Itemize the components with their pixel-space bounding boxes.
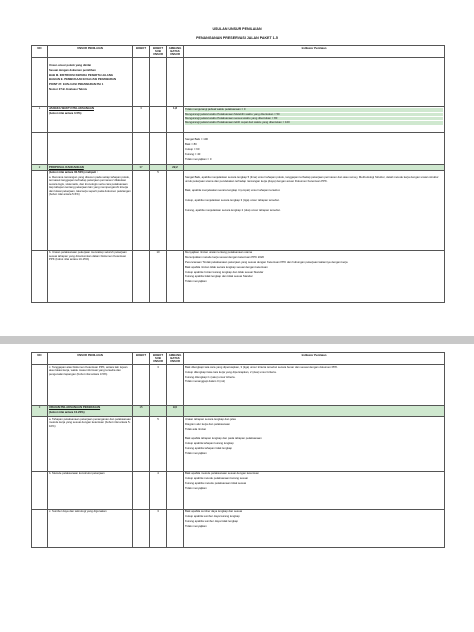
table-row-uraian-b: b. Metode pelaksanaan konstruksi pekerjaan 4 Baik apabila metode pelaksanaan sesuai dengan ketentuan Cukup apabila metode pelaksanaan kurang sesuai Kurang apabila metode pelaksanaan tidak sesuai Tidak menyajikan bbox=[32, 471, 445, 509]
header-bobot: BOBOT bbox=[133, 353, 150, 365]
indikator-jangka-waktu: Tidak mengurangi jadwal waktu pelaksanaan = 0 Mengurangi jadwal waktu Pelaksanaan Melebihi waktu yang ditentukan = 50 Mengurangi jadwal waktu Pelaksanaan sesuai waktu yang ditentukan = 80 Mengurangi jadwal waktu Pelaksanaan lebih cepat dari waktu yang ditentukan = 100 bbox=[184, 106, 445, 132]
proposal-item-c: c. Tanggapan atas Dokumen Ketentuan PPK, antara lain tujuan atau lokasi kerja, waktu masa informasi yang tersedia dan pengenalan lapangan (bobot nilai antara 3-5%) bbox=[48, 365, 133, 405]
proposal-item-a: (bobot nilai antara 30-50%) meliputi : a. Rencana rancangan yang disusun pada setiap tahapan pokok, termasuk tanggapan terhadap pekerjaan permanen/ dilakukan secara logis, sistematis, dan kronologis serta cara pelaksanaan tiap tahapan tentang pekerjaan lain yang mempengaruhi kinerja dan lokasi pekerjaan, tata kerja seperti pada dokumen pelelangan (bobot nilai antara 5-5%) bbox=[48, 170, 133, 250]
header-ambang-batas: AMBANG BATAS UNSUR bbox=[167, 353, 184, 365]
header-no: NO bbox=[32, 353, 48, 365]
indikator-proposal-b: Menyajikan rincian uraian tentang pelaksanaan utama Menunjukkan metode kerja sesuai dengan ketentuan PPK 2020 Perencanaan Tindak pelaksanaan pekerjaan yang sesuai dengan Ketentuan PPK dan hubungan pekerjaan kaitannya dengan kerja Baik apabila rincian tidak secara lengkap sesuai dengan ketentuan Cukup apabila rincian kurang lengkap dan tidak sesuai Standar Kurang apabila tidak lengkap dan tidak sesuai Standar Tidak menyajikan bbox=[184, 250, 445, 302]
intro-row bbox=[32, 58, 445, 106]
indikator-uraian-c: Baik apabila sumber daya lengkap dan sesuai Cukup apabila sumber daya kurang lengkap Kurang apabila sumber daya tidak lengkap Tidak menyajikan bbox=[184, 509, 445, 547]
table-row-uraian-head: 3 URAIAN PELAKSANAAN PEKERJAAN (bobot nilai antara 10-20%) 15 9,0 bbox=[32, 405, 445, 417]
header-unsur: UNSUR PENILAIAN bbox=[48, 353, 133, 365]
score-scale-row bbox=[32, 132, 445, 164]
header-indikator: Indikator Penilaian bbox=[184, 46, 445, 58]
evaluation-table-2 bbox=[31, 352, 445, 548]
page-title: USULAN UNSUR PENILAIAN bbox=[212, 27, 262, 31]
header-no: NO bbox=[32, 46, 48, 58]
page-subtitle: PENANGANAN PRESERVASI JALAN PAKET 1-5 bbox=[196, 36, 278, 40]
table-row-uraian-a: a. Tahapan pelaksanaan pekerjaan penanganan dan pelaksanaan metode kerja yang sesuai dengan ketentuan (bobot nilai antara 5-10%) 5 Uraian tahapan secara lengkap dan jelas Diagram alur kerja dan pelaksanaan Tidak ada rincian Baik apabila tahapan lengkap dan pada tahapan pelaksanaan Cukup apabila tahapan kurang lengkap Kurang apabila tahapan tidak lengkap Tidak menyajikan bbox=[32, 417, 445, 471]
unsur-jangka-waktu: JANGKA WAKTU PELAKSANAAN (bobot nilai antara 3-5%) bbox=[48, 106, 133, 132]
proposal-item-b: b. Uraian pelaksanaan pekerjaan mencakup seluruh pekerjaan sesuai tahapan yang dicantumkan dalam Dokumen Ketentuan PPK (bobot nilai antara 10-15%) bbox=[48, 250, 133, 302]
evaluation-table-1 bbox=[31, 45, 445, 303]
table-row-proposal-b: b. Uraian pelaksanaan pekerjaan mencakup seluruh pekerjaan sesuai tahapan yang dicantumkan dalam Dokumen Ketentuan PPK (bobot nilai antara 10-15%) 10 Menyajikan rincian uraian tentang pelaksanaan utama Menunjukkan metode kerja sesuai dengan ketentuan PPK 2020 Perencanaan Tindak pelaksanaan pekerjaan yang sesuai dengan Ketentuan PPK dan hubungan pekerjaan kaitannya dengan kerja Baik apabila rincian tidak secara lengkap sesuai dengan ketentuan Cukup apabila rincian kurang lengkap dan tidak sesuai Standar Kurang apabila tidak lengkap dan tidak sesuai Standar Tidak menyajikan bbox=[32, 250, 445, 302]
indikator-proposal-c: Baik dilengkapi tata cara yang dipersiapkan, 3 (tiga) unsur kriteria tersebut secara benar dan sesuai dengan dokumen PPK. Cukup dilengkapi tata cara kerja yang dipersiapkan, 2 (dua) unsur kriteria. Kurang dilengkapi 1 (satu) unsur kriteria. Tidak menanggapi dalam 0 (nol) bbox=[184, 365, 445, 405]
header-unsur: UNSUR PENILAIAN bbox=[48, 46, 133, 58]
score-scale: Sangat Baik = 100 Baik = 80 Cukup = 60 Kurang = 40 Tidak menyajikan = 0 bbox=[184, 132, 445, 164]
indikator-uraian-b: Baik apabila metode pelaksanaan sesuai dengan ketentuan Cukup apabila metode pelaksanaan kurang sesuai Kurang apabila metode pelaksanaan tidak sesuai Tidak menyajikan bbox=[184, 471, 445, 509]
table-row-proposal-head: 2 PROPOSAL RANCANGAN 37 22,2 bbox=[32, 164, 445, 170]
header-ambang-batas: AMBANG BATAS UNSUR bbox=[167, 46, 184, 58]
table-row-proposal-c: c. Tanggapan atas Dokumen Ketentuan PPK, antara lain tujuan atau lokasi kerja, waktu masa informasi yang tersedia dan pengenalan lapangan (bobot nilai antara 3-5%) 3 Baik dilengkapi tata cara yang dipersiapkan, 3 (tiga) unsur kriteria tersebut secara benar dan sesuai dengan dokumen PPK. Cukup dilengkapi tata cara kerja yang dipersiapkan, 2 (dua) unsur kriteria. Kurang dilengkapi 1 (satu) unsur kriteria. Tidak menanggapi dalam 0 (nol) bbox=[32, 365, 445, 405]
uraian-item-c: c. Sumber daya dan teknologi yang digunakan bbox=[48, 509, 133, 547]
header-sub-unsur: BOBOT SUB UNSUR bbox=[150, 353, 167, 365]
header-sub-unsur: BOBOT SUB UNSUR bbox=[150, 46, 167, 58]
indikator-uraian-a: Uraian tahapan secara lengkap dan jelas Diagram alur kerja dan pelaksanaan Tidak ada rincian Baik apabila tahapan lengkap dan pada tahapan pelaksanaan Cukup apabila tahapan kurang lengkap Kurang apabila tahapan tidak lengkap Tidak menyajikan bbox=[184, 417, 445, 471]
uraian-item-a: a. Tahapan pelaksanaan pekerjaan penanganan dan pelaksanaan metode kerja yang sesuai dengan ketentuan (bobot nilai antara 5-10%) bbox=[48, 417, 133, 471]
indikator-proposal-a: Sangat Baik, apabila menjelaskan secara lengkap 5 (lima) unsur tahapan pokok, tanggapan terhadap pekerjaan permanen dan atau survey, Methodologi Struktur, detail metode kerja dengan uraian struktur untuk pekerjaan utama dan pendekatan terhadap rancangan kerja (daya) dengan acuan Dokumen Ketentuan PPK. Baik, apabila menjelaskan secara lengkap 4 (empat) unsur tahapan tersebut. Cukup, apabila menjelaskan secara lengkap 3 (tiga) unsur tahapan tersebut. Kurang, apabila menjelaskan secara lengkap 2 (dua) unsur tahapan tersebut. bbox=[184, 170, 445, 250]
table-header-row bbox=[32, 46, 445, 58]
header-bobot: BOBOT bbox=[133, 46, 150, 58]
table-header-row bbox=[32, 353, 445, 365]
uraian-item-b: b. Metode pelaksanaan konstruksi pekerjaan bbox=[48, 471, 133, 509]
table-row-proposal-a: (bobot nilai antara 30-50%) meliputi : a. Rencana rancangan yang disusun pada setiap tahapan pokok, termasuk tanggapan terhadap pekerjaan permanen/ dilakukan secara logis, sistematis, dan kronologis serta cara pelaksanaan tiap tahapan tentang pekerjaan lain yang mempengaruhi kinerja dan lokasi pekerjaan, tata kerja seperti pada dokumen pelelangan (bobot nilai antara 5-5%) 5 Sangat Baik, apabila menjelaskan secara lengkap 5 (lima) unsur tahapan pokok, tanggapan terhadap pekerjaan permanen dan atau survey, Methodologi Struktur, detail metode kerja dengan uraian struktur untuk pekerjaan utama dan pendekatan terhadap rancangan kerja (daya) dengan acuan Dokumen Ketentuan PPK. Baik, apabila menjelaskan secara lengkap 4 (empat) unsur tahapan tersebut. Cukup, apabila menjelaskan secara lengkap 3 (tiga) unsur tahapan tersebut. Kurang, apabila menjelaskan secara lengkap 2 (dua) unsur tahapan tersebut. bbox=[32, 170, 445, 250]
table-row-uraian-c: c. Sumber daya dan teknologi yang digunakan 3 Baik apabila sumber daya lengkap dan sesuai Cukup apabila sumber daya kurang lengkap Kurang apabila sumber daya tidak lengkap Tidak menyajikan bbox=[32, 509, 445, 547]
table-row-jangka-waktu: 1 JANGKA WAKTU PELAKSANAAN (bobot nilai antara 3-5%) 3 1,8 Tidak mengurangi jadwal waktu pelaksanaan = 0 Mengurangi jadwal waktu Pelaksanaan Melebihi waktu yang ditentukan = 50 Mengurangi jadwal waktu Pelaksanaan sesuai waktu yang ditentukan = 80 Mengurangi jadwal waktu Pelaksanaan lebih cepat dari waktu yang ditentukan = 100 bbox=[32, 106, 445, 132]
intro-text: Unsur-unsur pokok yang dinilai Sesuai dengan dokumen pemilihan BAB III. INSTRUKSI KEPADA PESERTA LELANG BAGIAN E. PEMBUKAAN EVALUASI PENAWARAN POINT 27. EVALUASI PENAWARAN Pkt 1 Nomor 27.B. Evaluasi Teknis bbox=[48, 58, 133, 106]
document-page-2 bbox=[0, 344, 474, 632]
header-indikator: Indikator Penilaian bbox=[184, 353, 445, 365]
